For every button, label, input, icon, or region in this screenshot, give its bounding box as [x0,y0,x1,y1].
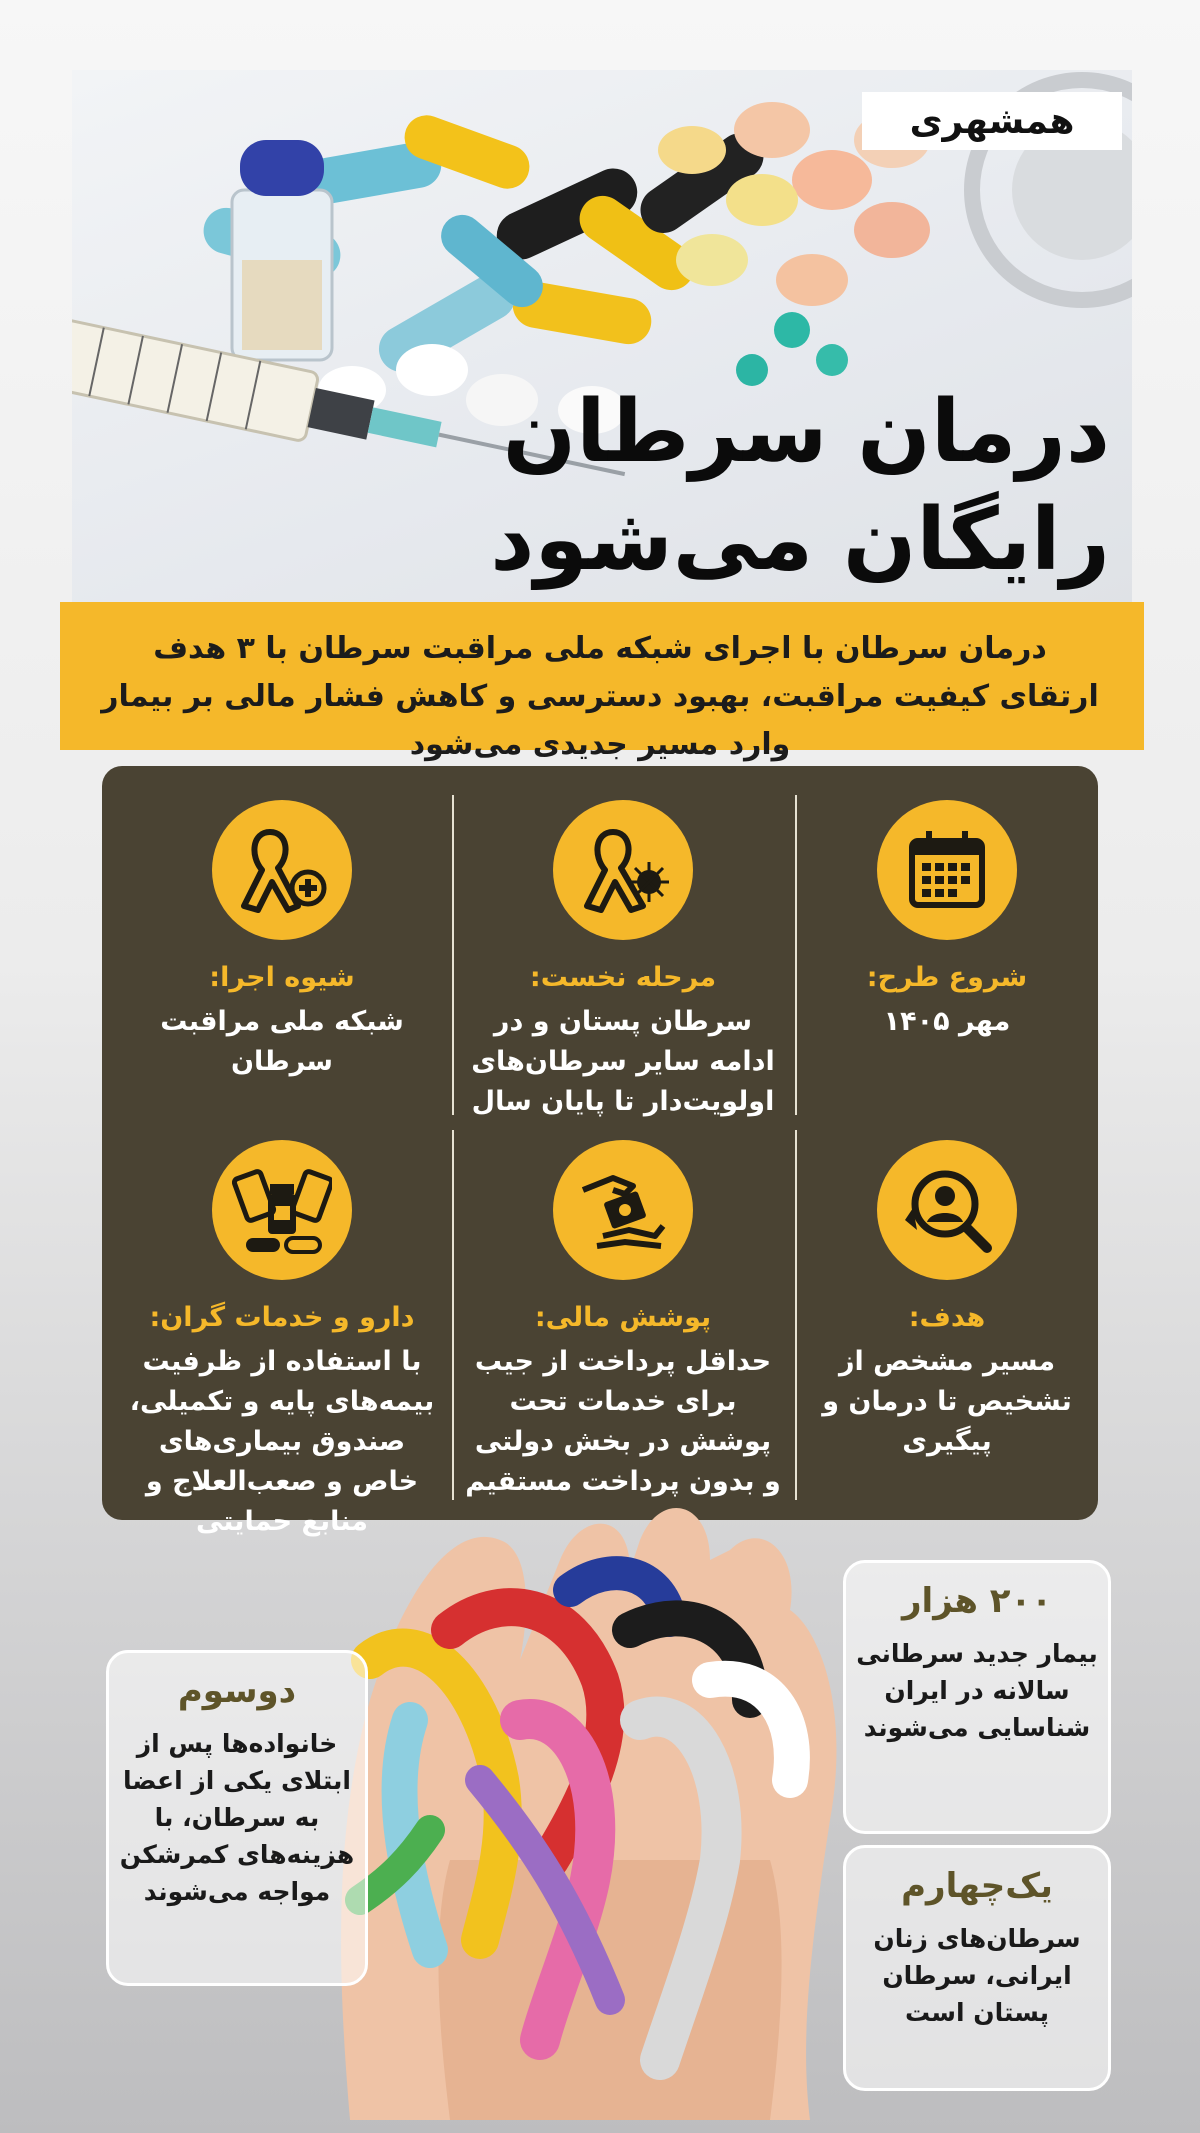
info-phase-title: مرحله نخست: [529,962,717,993]
calendar-icon [877,800,1017,940]
stat-card-body: سرطان‌های زنان ایرانی، سرطان پستان است [873,1924,1081,2027]
panel-divider [452,1130,454,1500]
ribbon-virus-icon [553,800,693,940]
info-phase [463,800,783,1122]
brand-logo[interactable]: همشهری [862,92,1122,150]
info-finance [463,1140,783,1502]
info-goal-title: هدف: [908,1302,986,1333]
info-method-title: شیوه اجرا: [209,962,355,993]
info-finance-body: حداقل پرداخت از جیب برای خدمات تحت پوشش در بخش دولتی و بدون پرداخت مستقیم [465,1346,781,1497]
info-method [122,800,442,1082]
subtitle-text: درمان سرطان با اجرای شبکه ملی مراقبت سرطان با ۳ هدف ارتقای کیفیت مراقبت، بهبود دسترسی و کاهش فشار مالی بر بیمار وارد مسیر جدیدی می‌شود [101,631,1099,762]
stat-card-body: خانواده‌ها پس از ابتلای یکی از اعضا به سرطان، با هزینه‌های کمرشکن مواجه می‌شوند [119,1729,355,1906]
stat-card-two-thirds [106,1650,368,1986]
stat-card-one-quarter [843,1845,1111,2091]
info-phase-body: سرطان پستان و در ادامه سایر سرطان‌های اولویت‌دار تا پایان سال [471,1006,775,1117]
info-drugs-body: با استفاده از ظرفیت بیمه‌های پایه و تکمیلی، صندوق بیماری‌های خاص و صعب‌العلاج و منابع حمایتی [129,1346,435,1537]
person-search-icon [877,1140,1017,1280]
medicine-icon [212,1140,352,1280]
info-start-body: مهر ۱۴۰۵ [883,1006,1011,1037]
hand-money-icon [553,1140,693,1280]
info-goal-body: مسیر مشخص از تشخیص تا درمان و پیگیری [822,1346,1072,1457]
stat-card-body: بیمار جدید سرطانی سالانه در ایران شناسایی می‌شوند [856,1639,1098,1742]
info-method-body: شبکه ملی مراقبت سرطان [160,1006,404,1077]
stat-card-title: دوسوم [177,1671,297,1711]
stat-card-title: ۲۰۰ هزار [901,1581,1053,1621]
ribbon-plus-icon [212,800,352,940]
stat-card-200k [843,1560,1111,1834]
info-goal [787,1140,1107,1462]
title-line-2: رایگان می‌شود [490,490,1110,590]
hands-ribbons-photo [330,1480,890,2120]
stat-card-title: یک‌چهارم [901,1866,1053,1906]
info-start [787,800,1107,1042]
info-finance-title: پوشش مالی: [534,1302,712,1333]
title-line-1: درمان سرطان [502,382,1110,482]
info-start-title: شروع طرح: [866,962,1028,993]
page-title [390,378,1110,594]
panel-divider [452,795,454,1115]
info-drugs-title: دارو و خدمات گران: [149,1302,415,1333]
